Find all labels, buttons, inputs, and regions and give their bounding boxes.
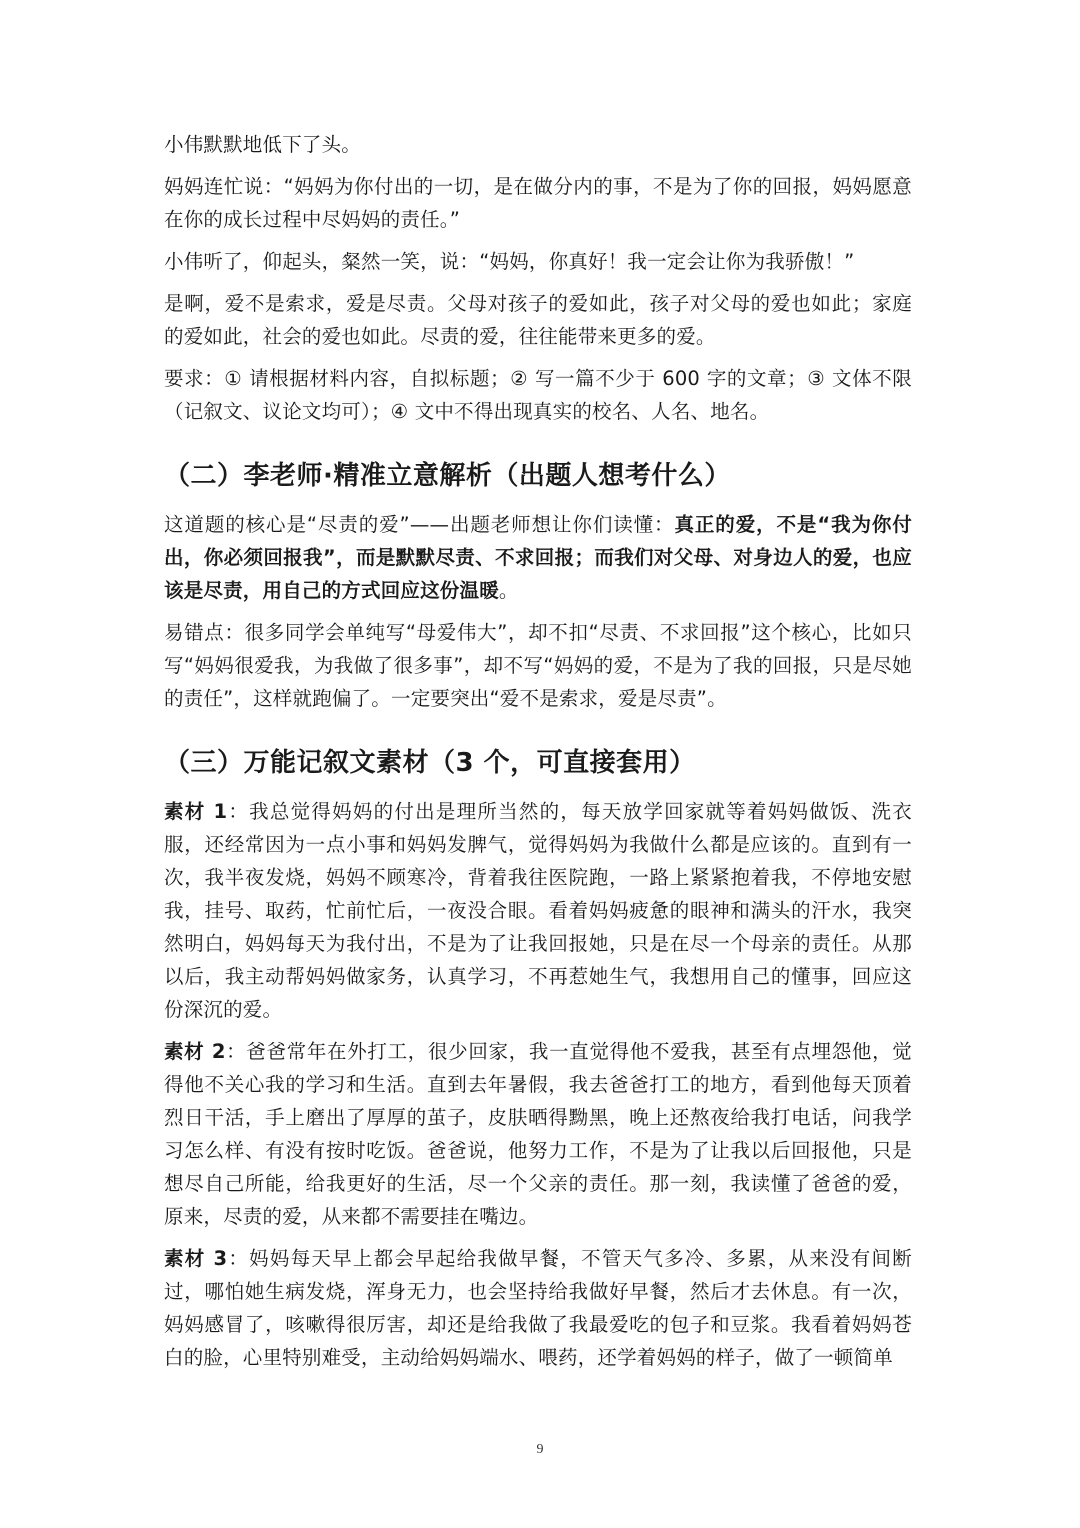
material-text: ：妈妈每天早上都会早起给我做早餐，不管天气多冷、多累，从来没有间断过，哪怕她生病发烧，浑身无力，也会坚持给我做好早餐，然后才去休息。有一次，妈妈感冒了，咳嗽得很厉害，却还是给我做了我最爱吃的包子和豆浆。我看着妈妈苍白的脸，心里特别难受，主动给妈妈端水、喂药，还学着妈妈的样子，做了一顿简单 xyxy=(164,1247,912,1369)
section-heading-3: （三）万能记叙文素材（3 个，可直接套用） xyxy=(164,748,696,778)
mistakes-paragraph: 易错点：很多同学会单纯写“母爱伟大”，却不扣“尽责、不求回报”这个核心，比如只写“妈妈很爱我，为我做了很多事”，却不写“妈妈的爱，不是为了我的回报，只是尽她的责任”，这样就跑偏了。一定要突出“爱不是索求，爱是尽责”。 xyxy=(164,621,912,710)
section-heading-2: （二）李老师·精准立意解析（出题人想考什么） xyxy=(164,461,731,491)
material-text: ：爸爸常年在外打工，很少回家，我一直觉得他不爱我，甚至有点埋怨他，觉得他不关心我的学习和生活。直到去年暑假，我去爸爸打工的地方，看到他每天顶着烈日干活，手上磨出了厚厚的茧子，皮肤晒得黝黑，晚上还熬夜给我打电话，问我学习怎么样、有没有按时吃饭。爸爸说，他努力工作，不是为了让我以后回报他，只是想尽自己所能，给我更好的生活，尽一个父亲的责任。那一刻，我读懂了爸爸的爱，原来，尽责的爱，从来都不需要挂在嘴边。 xyxy=(164,1040,912,1228)
story-paragraph-1: 小伟默默地低下了头。 xyxy=(164,133,362,156)
material-paragraph-2 xyxy=(164,1035,912,1233)
core-idea-paragraph xyxy=(164,508,912,607)
story-paragraph-4: 是啊，爱不是索求，爱是尽责。父母对孩子的爱如此，孩子对父母的爱也如此；家庭的爱如此，社会的爱也如此。尽责的爱，往往能带来更多的爱。 xyxy=(164,292,912,348)
core-idea-prefix: 这道题的核心是“尽责的爱”——出题老师想让你们读懂： xyxy=(164,513,675,536)
material-text: ：我总觉得妈妈的付出是理所当然的，每天放学回家就等着妈妈做饭、洗衣服，还经常因为一点小事和妈妈发脾气，觉得妈妈为我做什么都是应该的。直到有一次，我半夜发烧，妈妈不顾寒冷，背着我往医院跑，一路上紧紧抱着我，不停地安慰我，挂号、取药，忙前忙后，一夜没合眼。看着妈妈疲惫的眼神和满头的汗水，我突然明白，妈妈每天为我付出，不是为了让我回报她，只是在尽一个母亲的责任。从那以后，我主动帮妈妈做家务，认真学习，不再惹她生气，我想用自己的懂事，回应这份深沉的爱。 xyxy=(164,800,912,1021)
material-paragraph-3 xyxy=(164,1242,912,1374)
material-label: 素材 2 xyxy=(164,1040,226,1063)
material-label: 素材 1 xyxy=(164,800,228,823)
requirements-paragraph: 要求：① 请根据材料内容，自拟标题；② 写一篇不少于 600 字的文章；③ 文体不限（记叙文、议论文均可）；④ 文中不得出现真实的校名、人名、地名。 xyxy=(164,367,912,423)
material-paragraph-1 xyxy=(164,795,912,1026)
page-content xyxy=(164,128,912,1383)
core-idea-bold: 真正的爱，不是“我为你付出，你必须回报我”，而是默默尽责、不求回报；而我们对父母、对身边人的爱，也应该是尽责，用自己的方式回应这份温暖 xyxy=(164,513,913,602)
story-paragraph-3: 小伟听了，仰起头，粲然一笑，说：“妈妈，你真好！我一定会让你为我骄傲！” xyxy=(164,250,855,273)
material-label: 素材 3 xyxy=(164,1247,228,1270)
page-number: 9 xyxy=(536,1442,544,1457)
story-paragraph-2: 妈妈连忙说：“妈妈为你付出的一切，是在做分内的事，不是为了你的回报，妈妈愿意在你的成长过程中尽妈妈的责任。” xyxy=(164,175,912,231)
core-idea-suffix: 。 xyxy=(498,579,519,602)
